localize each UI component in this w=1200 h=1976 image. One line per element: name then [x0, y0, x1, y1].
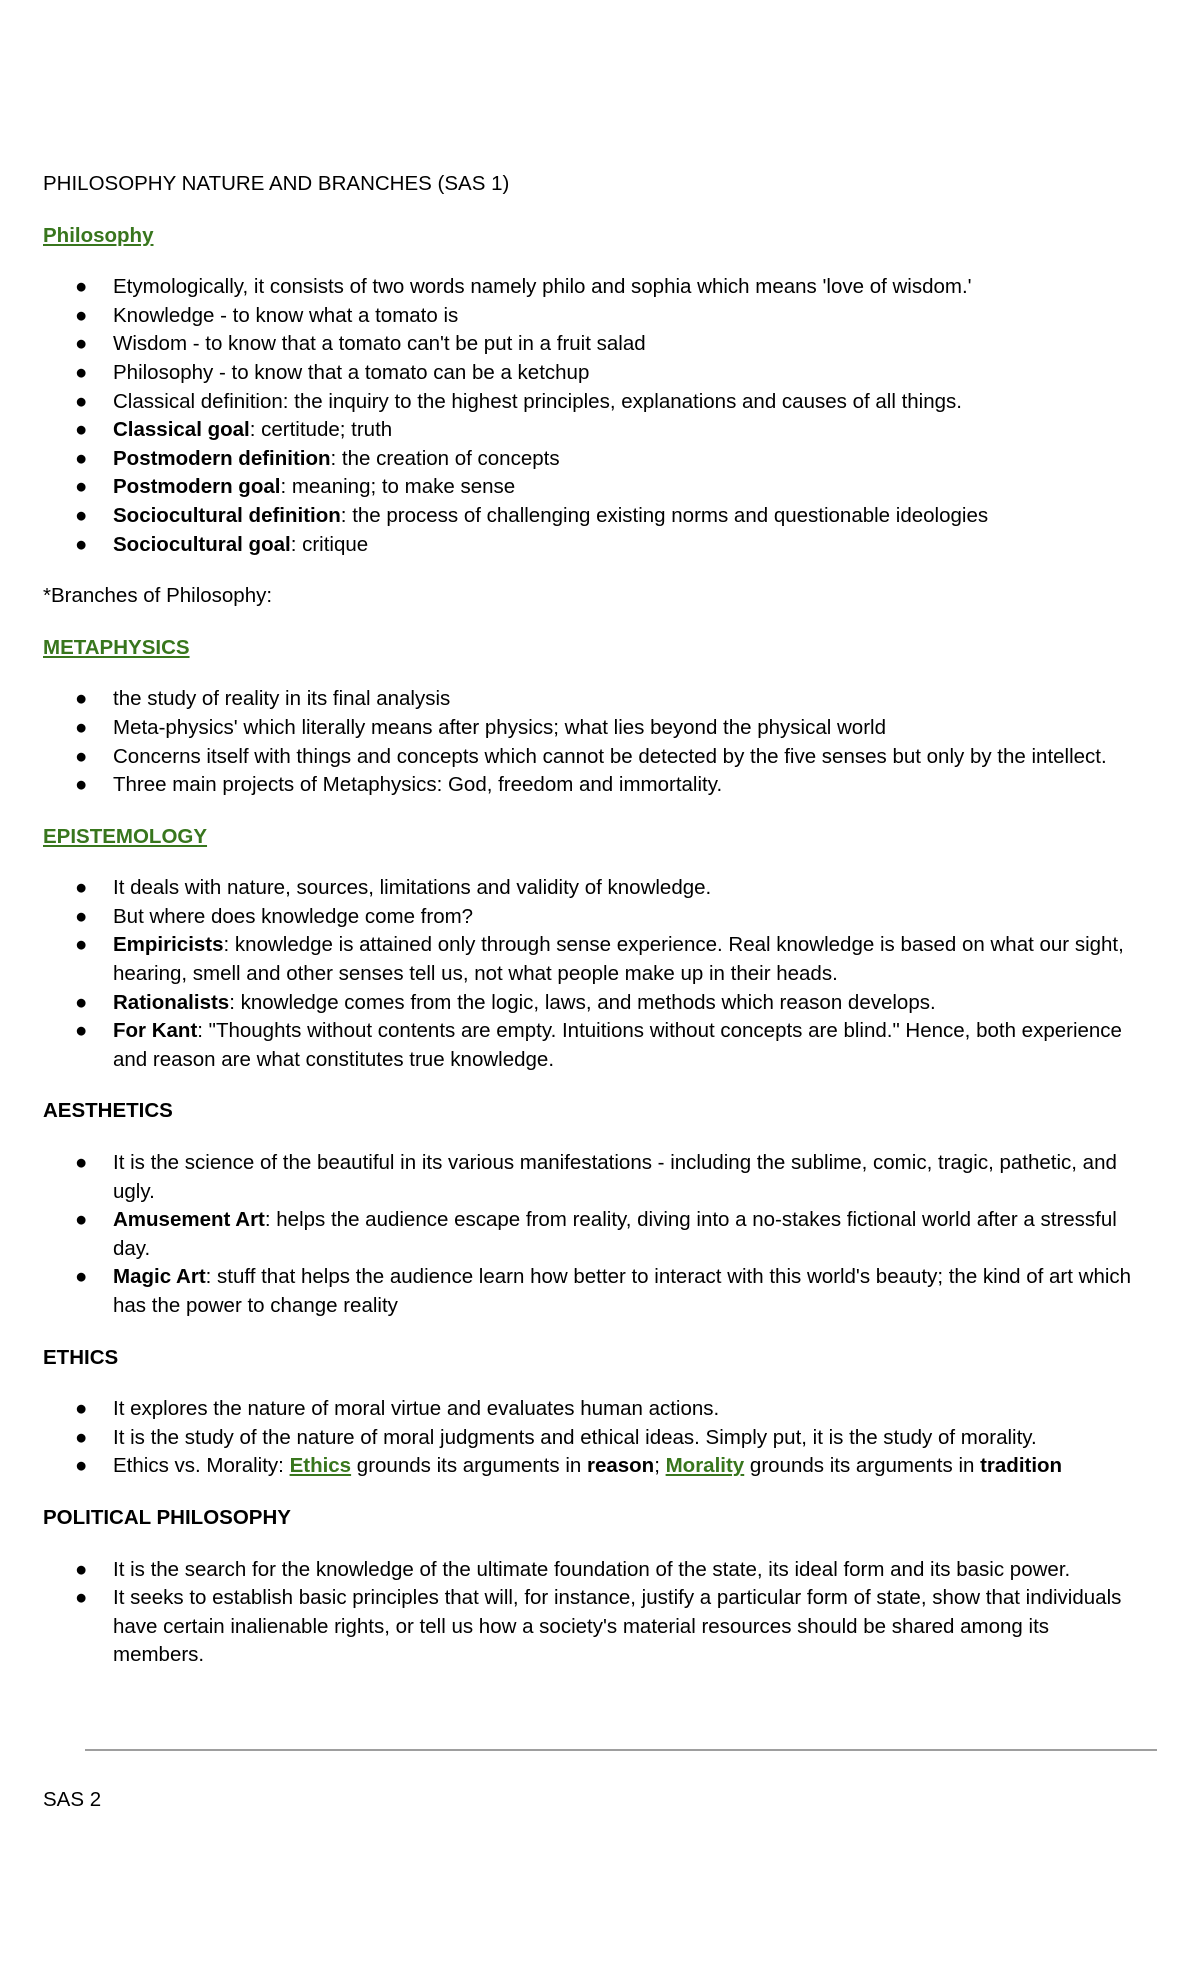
list-item [43, 1556, 1143, 1585]
bullet-icon: ● [75, 532, 88, 556]
document-body [43, 170, 1143, 1693]
list-item [43, 416, 1143, 445]
list-item [43, 874, 1143, 903]
list-item-term: Amusement Art [113, 1208, 265, 1232]
bullet-icon: ● [75, 1208, 88, 1232]
list-item-text: Meta-physics' which literally means after physics; what lies beyond the physical world [113, 715, 886, 739]
ethics-link[interactable]: Ethics [289, 1454, 352, 1478]
morality-link[interactable]: Morality [665, 1454, 745, 1478]
bullet-icon: ● [75, 332, 88, 356]
bullet-icon: ● [75, 389, 88, 413]
list-item [43, 502, 1143, 531]
list-item-text: : knowledge comes from the logic, laws, and methods which reason develops. [229, 990, 936, 1014]
bullet-icon: ● [75, 933, 88, 957]
list-item-text: But where does knowledge come from? [113, 904, 474, 928]
list-item [43, 743, 1143, 772]
list-item-text: : "Thoughts without contents are empty. Intuitions without concepts are blind." Hence, both experience and reason are what constitutes true knowledge. [113, 1019, 1122, 1071]
bullet-icon: ● [75, 1586, 88, 1610]
bullet-icon: ● [75, 1557, 88, 1581]
list-item-term: Sociocultural definition [113, 503, 341, 527]
list-item-term: Classical goal [113, 418, 250, 442]
list-item-text: It is the study of the nature of moral judgments and ethical ideas. Simply put, it is the study of morality. [113, 1425, 1037, 1449]
list-item-text: the study of reality in its final analysis [113, 687, 451, 711]
bullet-icon: ● [75, 475, 88, 499]
bullet-icon: ● [75, 1265, 88, 1289]
branches-label: *Branches of Philosophy: [43, 584, 273, 608]
list-item [43, 1263, 1143, 1320]
bullet-icon: ● [75, 744, 88, 768]
list-item [43, 714, 1143, 743]
list-item-text: : the process of challenging existing norms and questionable ideologies [340, 503, 989, 527]
bullet-icon: ● [75, 687, 88, 711]
list-item-text: : certitude; truth [249, 418, 393, 442]
list-item-text: Wisdom - to know that a tomato can't be put in a fruit salad [113, 332, 646, 356]
list-item-text: : critique [290, 532, 369, 556]
ethics-vs-prefix: Ethics vs. Morality: [113, 1454, 290, 1478]
list-item-text: It explores the nature of moral virtue and evaluates human actions. [113, 1397, 720, 1421]
list-item-text: It deals with nature, sources, limitations and validity of knowledge. [113, 876, 712, 900]
bullet-icon: ● [75, 773, 88, 797]
footer-label: SAS 2 [43, 1788, 102, 1811]
list-item-text: : stuff that helps the audience learn how better to interact with this world's beauty; the kind of art which has the power to change reality [113, 1265, 1132, 1317]
document-title: PHILOSOPHY NATURE AND BRANCHES (SAS 1) [43, 172, 510, 195]
horizontal-divider [85, 1749, 1157, 1751]
section-heading-epistemology [43, 823, 1143, 852]
ethics-vs-mid2: grounds its arguments in [744, 1454, 981, 1478]
philosophy-heading-link[interactable]: Philosophy [43, 223, 154, 247]
list-item-text: Three main projects of Metaphysics: God, freedom and immortality. [113, 773, 723, 797]
bullet-icon: ● [75, 275, 88, 299]
list-item [43, 1206, 1143, 1263]
metaphysics-list [43, 685, 1143, 799]
ethics-vs-sep: ; [654, 1454, 666, 1478]
list-item [43, 473, 1143, 502]
list-item-text: It seeks to establish basic principles that will, for instance, justify a particular form of state, show that individuals have certain inalienable rights, or tell us how a society's material resources should be shared among its members. [113, 1586, 1122, 1667]
bullet-icon: ● [75, 990, 88, 1014]
bullet-icon: ● [75, 418, 88, 442]
bullet-icon: ● [75, 1425, 88, 1449]
list-item-term: For Kant [113, 1019, 198, 1043]
list-item [43, 330, 1143, 359]
list-item [43, 1017, 1143, 1074]
reason-term: reason [586, 1454, 655, 1478]
list-item [43, 1395, 1143, 1424]
tradition-term: tradition [980, 1454, 1063, 1478]
list-item [43, 531, 1143, 560]
list-item-text: : helps the audience escape from reality, diving into a no-stakes fictional world after a stressful day. [113, 1208, 1117, 1260]
list-item-text: It is the science of the beautiful in its various manifestations - including the sublime, comic, tragic, pathetic, and ugly. [113, 1151, 1117, 1203]
bullet-icon: ● [75, 904, 88, 928]
section-heading-aesthetics: AESTHETICS [43, 1099, 173, 1123]
political-list [43, 1556, 1143, 1670]
list-item-text: Philosophy - to know that a tomato can be a ketchup [113, 360, 590, 384]
section-heading-ethics: ETHICS [43, 1345, 119, 1369]
bullet-icon: ● [75, 360, 88, 384]
epistemology-heading-link[interactable]: EPISTEMOLOGY [43, 824, 208, 848]
list-item-term: Magic Art [113, 1265, 206, 1289]
bullet-icon: ● [75, 715, 88, 739]
list-item-text: Etymologically, it consists of two words namely philo and sophia which means 'love of wisdom.' [113, 275, 972, 299]
list-item [43, 903, 1143, 932]
list-item [43, 989, 1143, 1018]
philosophy-list [43, 273, 1143, 559]
bullet-icon: ● [75, 1397, 88, 1421]
bullet-icon: ● [75, 1454, 88, 1478]
list-item [43, 771, 1143, 800]
list-item [43, 1149, 1143, 1206]
section-heading-philosophy [43, 222, 1143, 251]
aesthetics-list [43, 1149, 1143, 1321]
list-item-text: Concerns itself with things and concepts which cannot be detected by the five senses but only by the intellect. [113, 744, 1107, 768]
list-item-text: : knowledge is attained only through sense experience. Real knowledge is based on what our sight, hearing, smell and other senses tell us, not what people make up in their heads. [113, 933, 1124, 986]
ethics-list [43, 1395, 1143, 1481]
ethics-vs-mid1: grounds its arguments in [351, 1454, 587, 1478]
ethics-vs-morality-item [43, 1452, 1143, 1481]
bullet-icon: ● [75, 1151, 88, 1175]
list-item-text: : meaning; to make sense [280, 475, 516, 499]
list-item [43, 273, 1143, 302]
list-item-term: Postmodern definition [113, 446, 331, 470]
list-item [43, 685, 1143, 714]
list-item [43, 302, 1143, 331]
list-item [43, 1424, 1143, 1453]
list-item-text: Knowledge - to know what a tomato is [113, 303, 459, 327]
list-item-term: Sociocultural goal [113, 532, 291, 556]
list-item-term: Postmodern goal [113, 475, 281, 499]
list-item [43, 388, 1143, 417]
bullet-icon: ● [75, 303, 88, 327]
bullet-icon: ● [75, 876, 88, 900]
bullet-icon: ● [75, 503, 88, 527]
list-item [43, 359, 1143, 388]
bullet-icon: ● [75, 446, 88, 470]
section-heading-political-philosophy: POLITICAL PHILOSOPHY [43, 1505, 291, 1529]
list-item [43, 1584, 1143, 1670]
list-item-text: Classical definition: the inquiry to the highest principles, explanations and causes of all things. [113, 389, 962, 413]
section-heading-metaphysics [43, 634, 1143, 663]
list-item-text: It is the search for the knowledge of the ultimate foundation of the state, its ideal form and its basic power. [113, 1557, 1071, 1581]
list-item [43, 445, 1143, 474]
list-item-term: Empiricists [113, 933, 224, 957]
list-item-text: : the creation of concepts [330, 446, 560, 470]
list-item [43, 931, 1143, 988]
metaphysics-heading-link[interactable]: METAPHYSICS [43, 635, 190, 659]
bullet-icon: ● [75, 1019, 88, 1043]
epistemology-list [43, 874, 1143, 1074]
list-item-term: Rationalists [113, 990, 230, 1014]
